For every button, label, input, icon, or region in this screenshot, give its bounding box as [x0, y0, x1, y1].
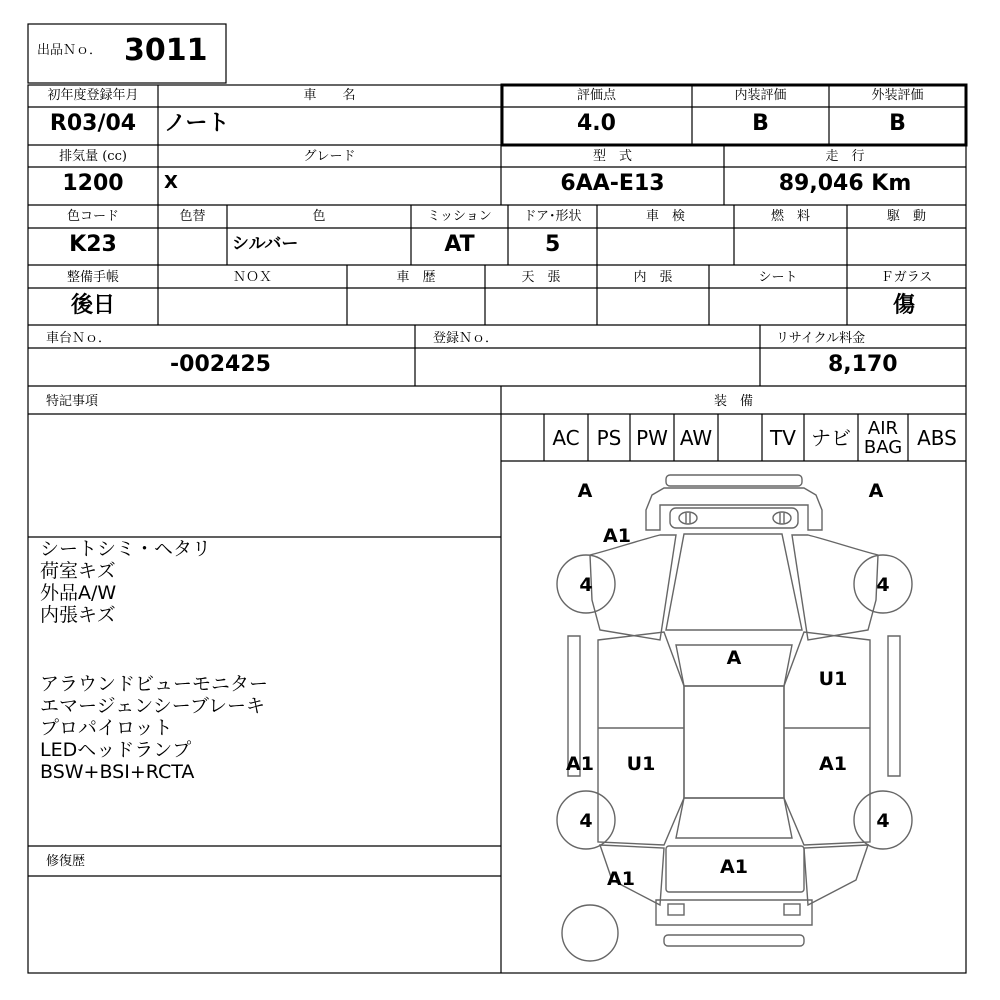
- car-name-value: ノート: [164, 111, 230, 136]
- grade-label: グレード: [303, 149, 356, 164]
- recycle-value: 8,170: [828, 352, 898, 377]
- displacement-label: 排気量 (cc): [59, 149, 127, 164]
- lot-label: 出品Ｎｏ．: [37, 43, 103, 58]
- drive-label: 駆 動: [886, 209, 926, 224]
- remark-line: シートシミ・ヘタリ: [40, 538, 212, 560]
- tire-rear-right-value: 4: [876, 810, 890, 832]
- exterior-label: 外装評価: [871, 88, 924, 103]
- reg-no-label: 登録Ｎｏ．: [433, 331, 499, 346]
- equipment-label: 装 備: [713, 394, 753, 409]
- equipment-item-ac: AC: [552, 426, 580, 450]
- equipment-item: [501, 416, 544, 460]
- mileage-value: 89,046 Km: [778, 171, 912, 196]
- right-side: [784, 632, 870, 845]
- service-book-value: 後日: [70, 293, 115, 318]
- service-book-label: 整備手帳: [66, 270, 119, 285]
- mileage-label: 走 行: [825, 149, 865, 164]
- hood-outline: [666, 534, 802, 630]
- rear-window: [676, 798, 792, 838]
- color-label: 色: [312, 209, 326, 224]
- spare-tire: [562, 905, 618, 961]
- repair-label: 修復歴: [46, 854, 86, 869]
- remark-line: 外品A/W: [40, 582, 117, 604]
- right-front-fender: [792, 535, 878, 640]
- score-value: 4.0: [577, 111, 616, 136]
- remark-line: [40, 626, 495, 648]
- tire-front-right-value: 4: [876, 574, 890, 596]
- mark-right-front-door: U1: [818, 668, 848, 690]
- right-rear-fender: [804, 845, 868, 905]
- equipment-item-pw: PW: [636, 426, 668, 450]
- remark-line: アラウンドビューモニター: [40, 673, 269, 695]
- chassis-value: -002425: [170, 352, 271, 377]
- remark-line: 内張キズ: [40, 604, 116, 626]
- equipment-item-ps: PS: [596, 426, 622, 450]
- car-name-label: 車 名: [303, 88, 356, 103]
- front-bumper-top: [666, 475, 802, 486]
- remark-line: プロパイロット: [40, 717, 173, 739]
- chassis-label: 車台Ｎｏ．: [46, 331, 112, 346]
- roof: [684, 686, 784, 798]
- mission-value: AT: [444, 232, 475, 257]
- equipment-item-airbag: AIR BAG: [863, 418, 903, 458]
- left-side: [598, 632, 684, 845]
- mark-rear-left: A1: [607, 868, 635, 890]
- ceiling-label: 天 張: [521, 270, 561, 285]
- mark-windshield-base: A: [726, 647, 742, 669]
- mark-front-left-corner: A: [577, 480, 593, 502]
- inspection-label: 車 検: [645, 209, 685, 224]
- mission-label: ミッション: [427, 209, 492, 224]
- color-value: シルバー: [232, 234, 299, 254]
- recycle-label: リサイクル料金: [776, 331, 866, 346]
- seat-label: シート: [758, 270, 798, 285]
- equipment-item-navi: ナビ: [811, 426, 851, 450]
- displacement-value: 1200: [62, 171, 124, 196]
- mark-right-rear-quarter: A1: [819, 753, 847, 775]
- tire-rear-left-value: 4: [579, 810, 593, 832]
- score-label: 評価点: [576, 88, 616, 103]
- glass-label: Ｆガラス: [880, 270, 933, 285]
- model-label: 型 式: [592, 149, 632, 164]
- tire-front-left-value: 4: [579, 574, 593, 596]
- left-front-fender: [590, 535, 676, 640]
- grade-value: X: [164, 172, 178, 193]
- fuel-label: 燃 料: [770, 209, 810, 224]
- doors-value: 5: [545, 232, 561, 257]
- remark-line: [40, 648, 495, 673]
- mark-trunk: A1: [720, 856, 748, 878]
- remark-line: 荷室キズ: [40, 560, 116, 582]
- equipment-item-tv: TV: [770, 426, 796, 450]
- remarks-notes: [40, 538, 495, 783]
- remark-line: BSW+BSI+RCTA: [40, 761, 195, 783]
- glass-value: 傷: [893, 293, 916, 318]
- interior-label: 内装評価: [734, 88, 787, 103]
- equipment-item: [718, 416, 762, 460]
- first-reg-label: 初年度登録年月: [47, 88, 139, 103]
- exterior-value: B: [889, 111, 906, 136]
- nox-label: ＮＯＸ: [232, 270, 272, 285]
- color-code-label: 色コード: [66, 209, 119, 224]
- mark-hood: A1: [603, 525, 631, 547]
- remark-line: エマージェンシーブレーキ: [40, 695, 266, 717]
- mark-left-rear-door: U1: [626, 753, 656, 775]
- first-reg-value: R03/04: [49, 111, 137, 136]
- mark-left-rear-quarter: A1: [566, 753, 594, 775]
- equipment-item-aw: AW: [679, 426, 713, 450]
- inner-label: 内 張: [633, 270, 673, 285]
- lot-number: 3011: [124, 33, 208, 68]
- car-damage-diagram: [502, 462, 965, 972]
- interior-value: B: [752, 111, 769, 136]
- remarks-label: 特記事項: [46, 394, 99, 409]
- color-code-value: K23: [69, 232, 117, 257]
- history-label: 車 歴: [396, 270, 436, 285]
- front-grille: [670, 508, 798, 528]
- repaint-label: 色替: [179, 209, 206, 224]
- remark-line: LEDヘッドランプ: [40, 739, 192, 761]
- model-value: 6AA-E13: [560, 171, 665, 196]
- equipment-item-abs: ABS: [917, 426, 957, 450]
- mark-front-right-corner: A: [868, 480, 884, 502]
- doors-label: ドア･形状: [523, 209, 582, 224]
